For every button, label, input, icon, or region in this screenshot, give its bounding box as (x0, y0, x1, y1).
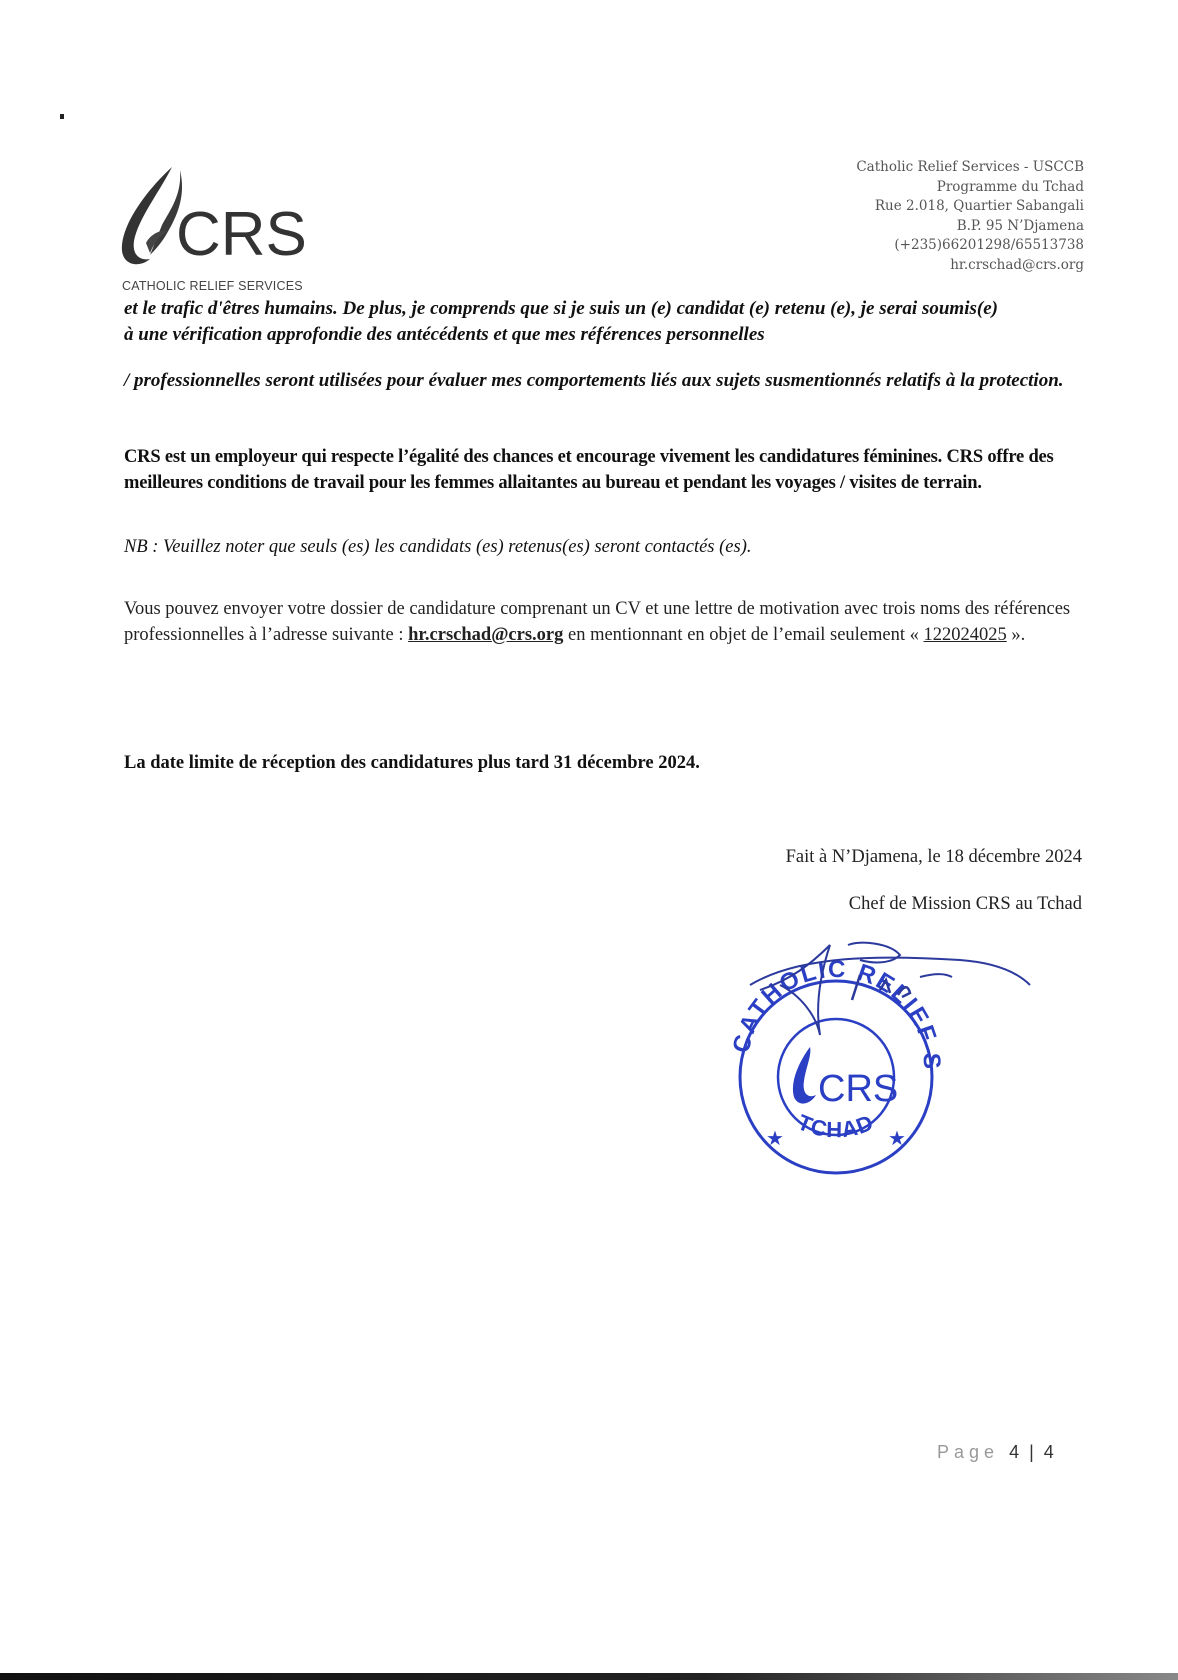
stamp-bottom-text: TCHAD (794, 1109, 878, 1143)
application-text: Vous pouvez envoyer votre dossier de candidature comprenant un CV et une lettre de motivation avec trois noms des références professionnelles à l’adresse suivante : (124, 599, 1071, 645)
logo-tagline: CATHOLIC RELIEF SERVICES (122, 279, 303, 293)
place-and-date: Fait à N’Djamena, le 18 décembre 2024 (785, 847, 1082, 867)
paragraph-equal-opportunity: CRS est un employeur qui respecte l’égalité des chances et encourage vivement les candidatures féminines. CRS offre des meilleures conditions de travail pour les femmes allaitantes au bureau et pendant les voyages / visites de terrain. (124, 447, 1054, 493)
svg-text:★: ★ (766, 1126, 784, 1150)
crs-logo (120, 165, 320, 300)
stamp-seal-icon (720, 935, 1060, 1195)
page-label: Page (937, 1442, 1000, 1462)
sender-address (856, 158, 1084, 275)
application-end: ». (1006, 625, 1026, 645)
address-line-programme: Programme du Tchad (936, 178, 1084, 195)
official-stamp (720, 935, 1060, 1195)
application-deadline: La date limite de réception des candidatures plus tard 31 décembre 2024. (124, 753, 700, 773)
address-line-po-box: B.P. 95 N’Djamena (956, 217, 1084, 234)
logo-crs-text: CRS (176, 200, 307, 269)
page-separator: | (1029, 1442, 1034, 1462)
address-line-phone: (+235)66201298/65513738 (894, 237, 1084, 253)
svg-text:TCHAD (794, 1109, 877, 1142)
paragraph-verification (124, 296, 1082, 348)
page-current: 4 (1009, 1442, 1020, 1462)
signatory-title: Chef de Mission CRS au Tchad (848, 894, 1082, 914)
stamp-top-text: CATHOLIC RELIEF S (727, 955, 946, 1072)
svg-text:CATHOLIC RELIEF SERVICES (720, 935, 945, 1071)
svg-text:★: ★ (888, 1126, 906, 1150)
address-line-street: Rue 2.018, Quartier Sabangali (874, 198, 1084, 214)
scan-edge-bar (0, 1673, 1178, 1680)
application-subject-text: en mentionnant en objet de l’email seulement « (563, 625, 924, 645)
paragraph-application (124, 596, 1082, 648)
nb-note: NB : Veuillez noter que seuls (es) les candidats (es) retenus(es) seront contactés (es). (124, 537, 752, 557)
stamp-center-text: CRS (818, 1068, 899, 1110)
address-line-email[interactable]: hr.crschad@crs.org (950, 256, 1084, 273)
address-line-org: Catholic Relief Services - USCCB (856, 159, 1084, 175)
job-reference-number: 122024025 (923, 625, 1007, 645)
paragraph-verification-line-1: et le trafic d'êtres humains. De plus, je comprends que si je suis un (e) candidat (e) retenu (e), je serai soumis(e) (124, 298, 998, 319)
page-number (937, 1442, 1054, 1463)
crs-flame-logo-icon (120, 165, 320, 280)
application-email-link[interactable]: hr.crschad@crs.org (408, 625, 564, 645)
paragraph-references: / professionnelles seront utilisées pour évaluer mes comportements liés aux sujets susmentionnés relatifs à la protection. (124, 370, 1064, 391)
page-total: 4 (1043, 1442, 1054, 1462)
scan-speck (60, 114, 64, 119)
paragraph-verification-line-2: à une vérification approfondie des antécédents et que mes références personnelles (124, 324, 765, 345)
